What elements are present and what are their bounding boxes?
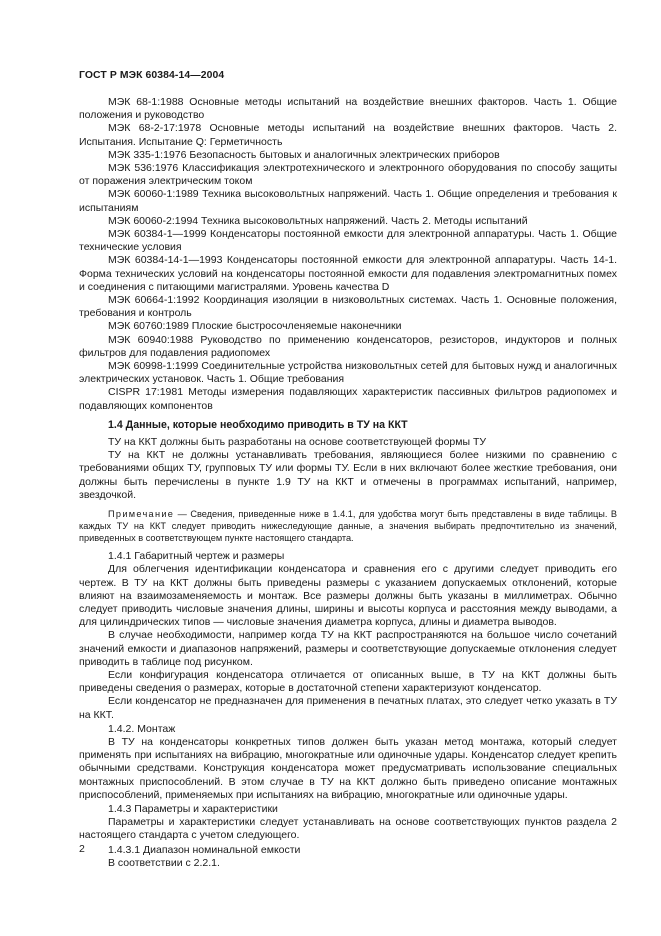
reference-item: МЭК 68-1:1988 Основные методы испытаний на воздействие внешних факторов. Часть 1. Общие положения и руководство (79, 96, 617, 122)
paragraph: В ТУ на конденсаторы конкретных типов должен быть указан метод монтажа, который следует применять при испытаниях на вибрацию, многократные или одиночные удары. Конденсатор следует крепить обычными средствами. Конструкция конденсатора может предусматривать использование специальных монтажных приспособлений. В этом случае в ТУ на ККТ должно быть приведено описание монтажных приспособлений, применяемых при испытаниях на вибрацию, многократные или одиночные удары. (79, 735, 617, 801)
reference-item: МЭК 536:1976 Классификация электротехнического и электронного оборудования по способу защиты от поражения электрическим током (79, 162, 617, 188)
subsection-title: 1.4.2. Монтаж (108, 722, 176, 735)
subsection-title: 1.4.3 Параметры и характеристики (108, 802, 278, 815)
paragraph: Если конфигурация конденсатора отличается от описанных выше, в ТУ на ККТ должны быть приведены сведения о размерах, которые в достаточной степени характеризуют конденсатор. (79, 668, 617, 695)
reference-item: МЭК 60060-1:1989 Техника высоковольтных напряжений. Часть 1. Общие определения и требования к испытаниям (79, 188, 617, 214)
paragraph: В соответствии с 2.2.1. (108, 856, 220, 869)
reference-item: МЭК 335-1:1976 Безопасность бытовых и аналогичных электрических приборов (108, 148, 500, 161)
reference-item: МЭК 60760:1989 Плоские быстросочленяемые наконечники (108, 320, 402, 333)
subsection-title: 1.4.1 Габаритный чертеж и размеры (108, 550, 285, 563)
note-label: Примечание (108, 509, 175, 520)
reference-item: МЭК 60664-1:1992 Координация изоляции в низковольтных системах. Часть 1. Основные положения, требования и контроль (79, 294, 617, 320)
paragraph: Параметры и характеристики следует устанавливать на основе соответствующих пунктов раздела 2 настоящего стандарта с учетом следующего. (79, 816, 617, 842)
reference-item: CISPR 17:1981 Методы измерения подавляющих характеристик пассивных фильтров радиопомех и подавляющих компонентов (79, 386, 617, 412)
reference-item: МЭК 68-2-17:1978 Основные методы испытаний на воздействие внешних факторов. Часть 2. Испытания. Испытание Q: Герметичность (79, 122, 617, 148)
page-number: 2 (79, 843, 85, 855)
subsection-title: 1.4.3.1 Диапазон номинальной емкости (108, 843, 301, 856)
note (79, 508, 617, 544)
normative-references-list (79, 96, 617, 413)
reference-item: МЭК 60940:1988 Руководство по применению конденсаторов, резисторов, индукторов и полных фильтров для подавления радиопомех (79, 333, 617, 359)
section-heading: 1.4 Данные, которые необходимо приводить в ТУ на ККТ (108, 418, 408, 431)
reference-item: МЭК 60998-1:1999 Соединительные устройства низковольтных сетей для бытовых нужд и аналогичных электрических установок. Часть 1. Общие требования (79, 360, 617, 386)
paragraph: В случае необходимости, например когда ТУ на ККТ распространяются на большое число сочетаний значений емкости и диапазонов напряжений, размеры и соответствующие допускаемые отклонения следует приводить в таблице под рисунком. (79, 629, 617, 668)
reference-item: МЭК 60384-14-1—1993 Конденсаторы постоянной емкости для электронной аппаратуры. Часть 14-1. Форма технических условий на конденсаторы постоянной емкости для подавления электромагнитных помех и соединения с питающими магистралями. Уровень качества D (79, 254, 617, 293)
paragraph: Если конденсатор не предназначен для применения в печатных платах, это следует четко указать в ТУ на ККТ. (79, 695, 617, 721)
standard-header: ГОСТ Р МЭК 60384-14—2004 (79, 70, 225, 81)
paragraph: ТУ на ККТ не должны устанавливать требования, являющиеся более низкими по сравнению с требованиями общих ТУ, групповых ТУ или формы ТУ. Если в них включают более жесткие требования, они должны быть перечислены в пункте 1.9 ТУ на ККТ и отмечены в программах испытаний, например, звездочкой. (79, 449, 617, 501)
document-body (79, 96, 617, 870)
reference-item: МЭК 60060-2:1994 Техника высоковольтных напряжений. Часть 2. Методы испытаний (108, 214, 528, 227)
reference-item: МЭК 60384-1—1999 Конденсаторы постоянной емкости для электронной аппаратуры. Часть 1. Общие технические условия (79, 228, 617, 254)
paragraph: ТУ на ККТ должны быть разработаны на основе соответствующей формы ТУ (108, 436, 487, 449)
paragraph: Для облегчения идентификации конденсатора и сравнения его с другими следует приводить его чертеж. В ТУ на ККТ должны быть приведены размеры с указанием допускаемых отклонений, которые влияют на взаимозаменяемость и монтаж. Все размеры должны быть указаны в миллиметрах. Обычно следует приводить числовые значения длины, ширины и высоты корпуса и расстояния между выводами, а для цилиндрических типов — числовые значения диаметра корпуса, длины и диаметра выводов. (79, 563, 617, 629)
note-text: — Сведения, приведенные ниже в 1.4.1, для удобства могут быть представлены в виде таблицы. В каждых ТУ на ККТ следует приводить нижеследующие данные, а значения выбирать предпочтительно из значений, приведенных в соответствующем пункте настоящего стандарта. (79, 509, 617, 544)
